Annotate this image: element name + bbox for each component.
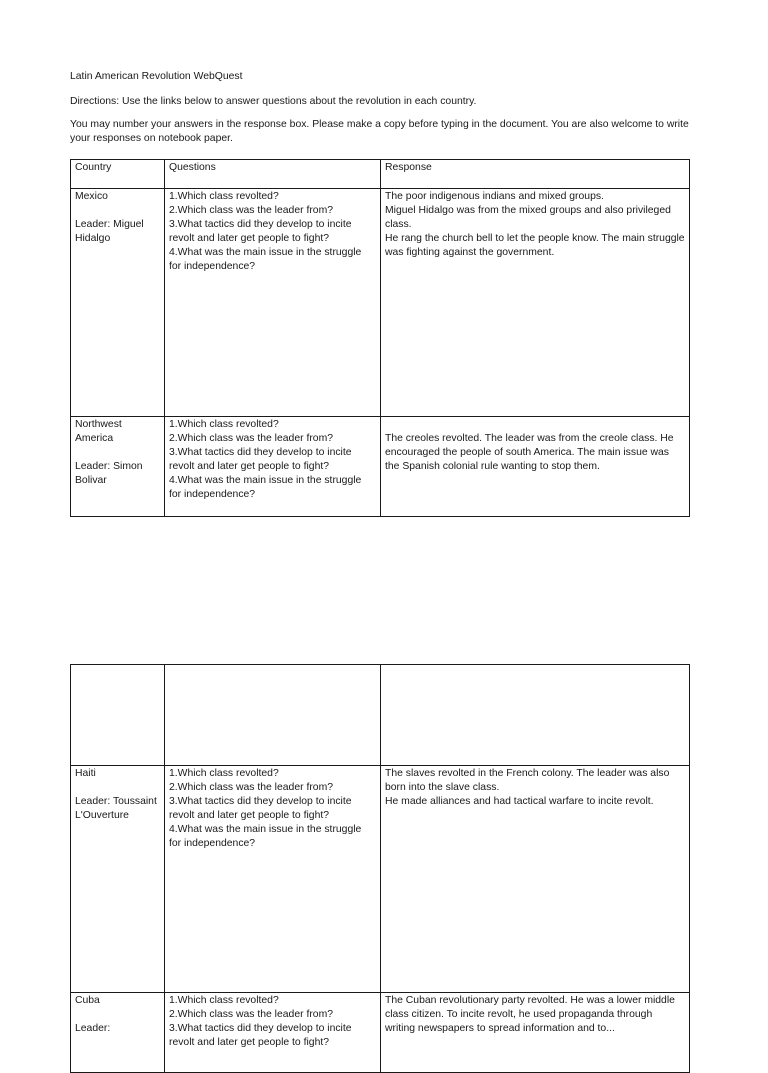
leader-name: Leader: Miguel Hidalgo [75,219,144,244]
question-4: 4.What was the main issue in the struggle for independence? [169,475,362,500]
country-name: Haiti [75,768,96,779]
table-row-haiti [71,766,690,993]
response-line: The creoles revolted. The leader was from the creole class. He encouraged the people of south America. The main issue was the Spanish colonial rule wanting to stop them. [385,433,674,472]
header-country: Country [71,160,165,189]
question-1: 1.Which class revolted? [169,419,279,430]
question-1: 1.Which class revolted? [169,768,279,779]
response-cell [381,993,690,1073]
webquest-table-part-1 [70,159,690,517]
question-4: 4.What was the main issue in the struggle for independence? [169,824,362,849]
table-row-blank [71,665,690,766]
question-2: 2.Which class was the leader from? [169,205,334,216]
questions-cell [165,766,381,993]
question-2: 2.Which class was the leader from? [169,782,334,793]
leader-name: Leader: Toussaint L'Ouverture [75,796,157,821]
questions-cell [165,993,381,1073]
country-name: Cuba [75,995,100,1006]
country-cell [71,665,165,766]
response-cell [381,417,690,517]
table-row-cuba [71,993,690,1073]
question-2: 2.Which class was the leader from? [169,433,334,444]
response-cell [381,189,690,417]
questions-cell [165,665,381,766]
country-cell [71,993,165,1073]
table-row-mexico [71,189,690,417]
table-row-northwest-america [71,417,690,517]
response-cell [381,766,690,993]
response-line: The slaves revolted in the French colony. The leader was also born into the slave class. [385,768,670,793]
question-3: 3.What tactics did they develop to incite revolt and later get people to fight? [169,1023,352,1048]
country-cell [71,766,165,993]
header-response: Response [381,160,690,189]
instructions-note: You may number your answers in the response box. Please make a copy before typing in the document. You are also welcome to write your responses on notebook paper. [70,119,689,144]
country-cell [71,417,165,517]
country-name: Mexico [75,191,108,202]
document-title: Latin American Revolution WebQuest [70,71,243,82]
country-cell [71,189,165,417]
question-1: 1.Which class revolted? [169,191,279,202]
country-name: Northwest America [75,419,122,444]
question-1: 1.Which class revolted? [169,995,279,1006]
webquest-table-part-2 [70,664,690,1073]
response-cell [381,665,690,766]
leader-name: Leader: [75,1023,111,1034]
header-questions: Questions [165,160,381,189]
question-2: 2.Which class was the leader from? [169,1009,334,1020]
directions-text: Directions: Use the links below to answer questions about the revolution in each country. [70,96,477,107]
questions-cell [165,189,381,417]
question-3: 3.What tactics did they develop to incite revolt and later get people to fight? [169,219,352,244]
response-line: The poor indigenous indians and mixed groups. [385,191,604,202]
question-3: 3.What tactics did they develop to incite revolt and later get people to fight? [169,796,352,821]
response-line: He made alliances and had tactical warfare to incite revolt. [385,796,654,807]
table-header-row [71,160,690,189]
question-3: 3.What tactics did they develop to incite revolt and later get people to fight? [169,447,352,472]
leader-name: Leader: Simon Bolivar [75,461,143,486]
response-line: Miguel Hidalgo was from the mixed groups and also privileged class. [385,205,671,230]
response-line: He rang the church bell to let the people know. The main struggle was fighting against the government. [385,233,685,258]
response-line: The Cuban revolutionary party revolted. He was a lower middle class citizen. To incite revolt, he used propaganda through writing newspapers to spread information and to... [385,995,675,1034]
questions-cell [165,417,381,517]
question-4: 4.What was the main issue in the struggle for independence? [169,247,362,272]
